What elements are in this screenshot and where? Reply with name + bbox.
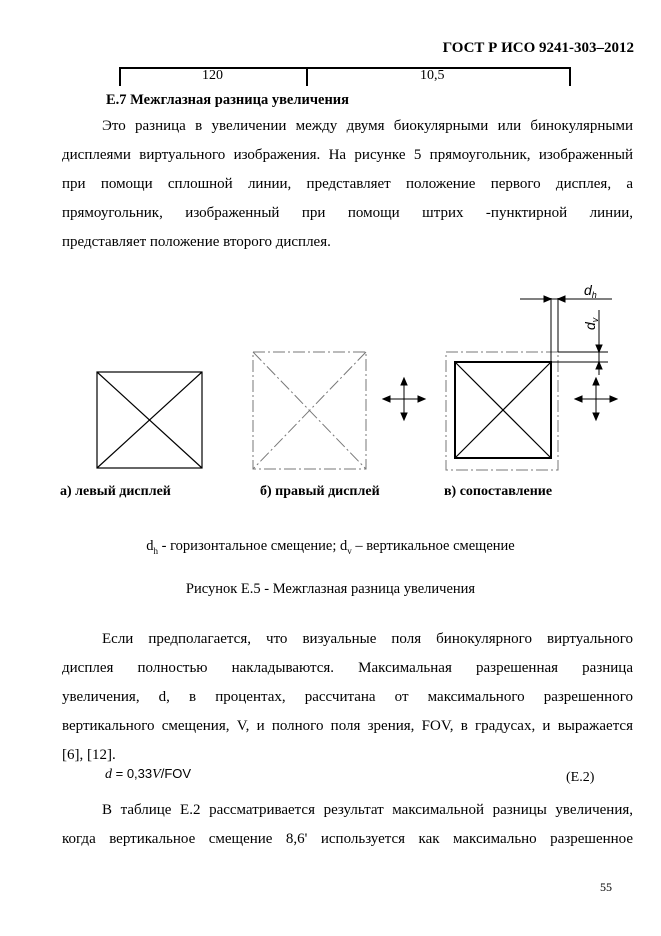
section-heading: Е.7 Межглазная разница увеличения (106, 92, 350, 108)
caption-overlay: в) сопоставление (444, 484, 553, 499)
text-line: прямоугольник, изображенный при помощи штрих -пунктирной линии, (62, 205, 633, 221)
text-line: В таблице Е.2 рассматривается результат максимальной разницы увеличения, (102, 802, 633, 818)
equation-number: (E.2) (566, 770, 595, 785)
figure-title: Рисунок Е.5 - Межглазная разница увеличения (185, 581, 476, 597)
text-line: Если предполагается, что визуальные поля бинокулярного виртуального (102, 631, 633, 647)
text-line: вертикального смещения, V, и полного поля зрения, FOV, в градусах, и выражается (62, 718, 633, 734)
text-line: дисплея полностью накладываются. Максимальная разрешенная разница (62, 660, 633, 676)
text-line: [6], [12]. (62, 747, 116, 763)
formula: d = 0,33V/FOV (105, 766, 192, 782)
text-line: представляет положение второго дисплея. (62, 234, 331, 250)
figure-e5 (0, 280, 661, 480)
table-fragment (118, 66, 574, 88)
dh-label: $d_h$ (584, 282, 597, 300)
caption-left-display: а) левый дисплей (60, 484, 171, 499)
figure-legend: $d_h$ - горизонтальное смещение; $d_v$ – вертикальное смещение (146, 538, 515, 556)
text-line: когда вертикальное смещение 8,6' используется как максимально разрешенное (62, 831, 633, 847)
paragraph (62, 796, 633, 854)
table-cell: 10,5 (420, 68, 445, 83)
document-header: ГОСТ Р ИСО 9241-303–2012 (442, 40, 634, 56)
page-number: 55 (600, 880, 612, 894)
paragraph (62, 625, 633, 770)
caption-right-display: б) правый дисплей (260, 484, 380, 499)
right-display-square (253, 352, 366, 469)
paragraph (62, 112, 633, 257)
table-borders (118, 66, 574, 88)
table-cell: 120 (202, 68, 223, 83)
dv-label: $d_v$ (582, 317, 600, 330)
move-arrows-icon (575, 378, 617, 420)
left-display-square (97, 372, 202, 468)
move-arrows-icon (383, 378, 425, 420)
text-line: увеличения, d, в процентах, рассчитана от максимального разрешенного (62, 689, 633, 705)
overlay-solid-square (455, 362, 551, 458)
dimension-lines (520, 296, 612, 375)
text-line: дисплеями виртуального изображения. На рисунке 5 прямоугольник, изображенный (62, 147, 633, 163)
text-line: при помощи сплошной линии, представляет положение первого дисплея, а (62, 176, 633, 192)
text-line: Это разница в увеличении между двумя биокулярными или бинокулярными (102, 118, 633, 134)
